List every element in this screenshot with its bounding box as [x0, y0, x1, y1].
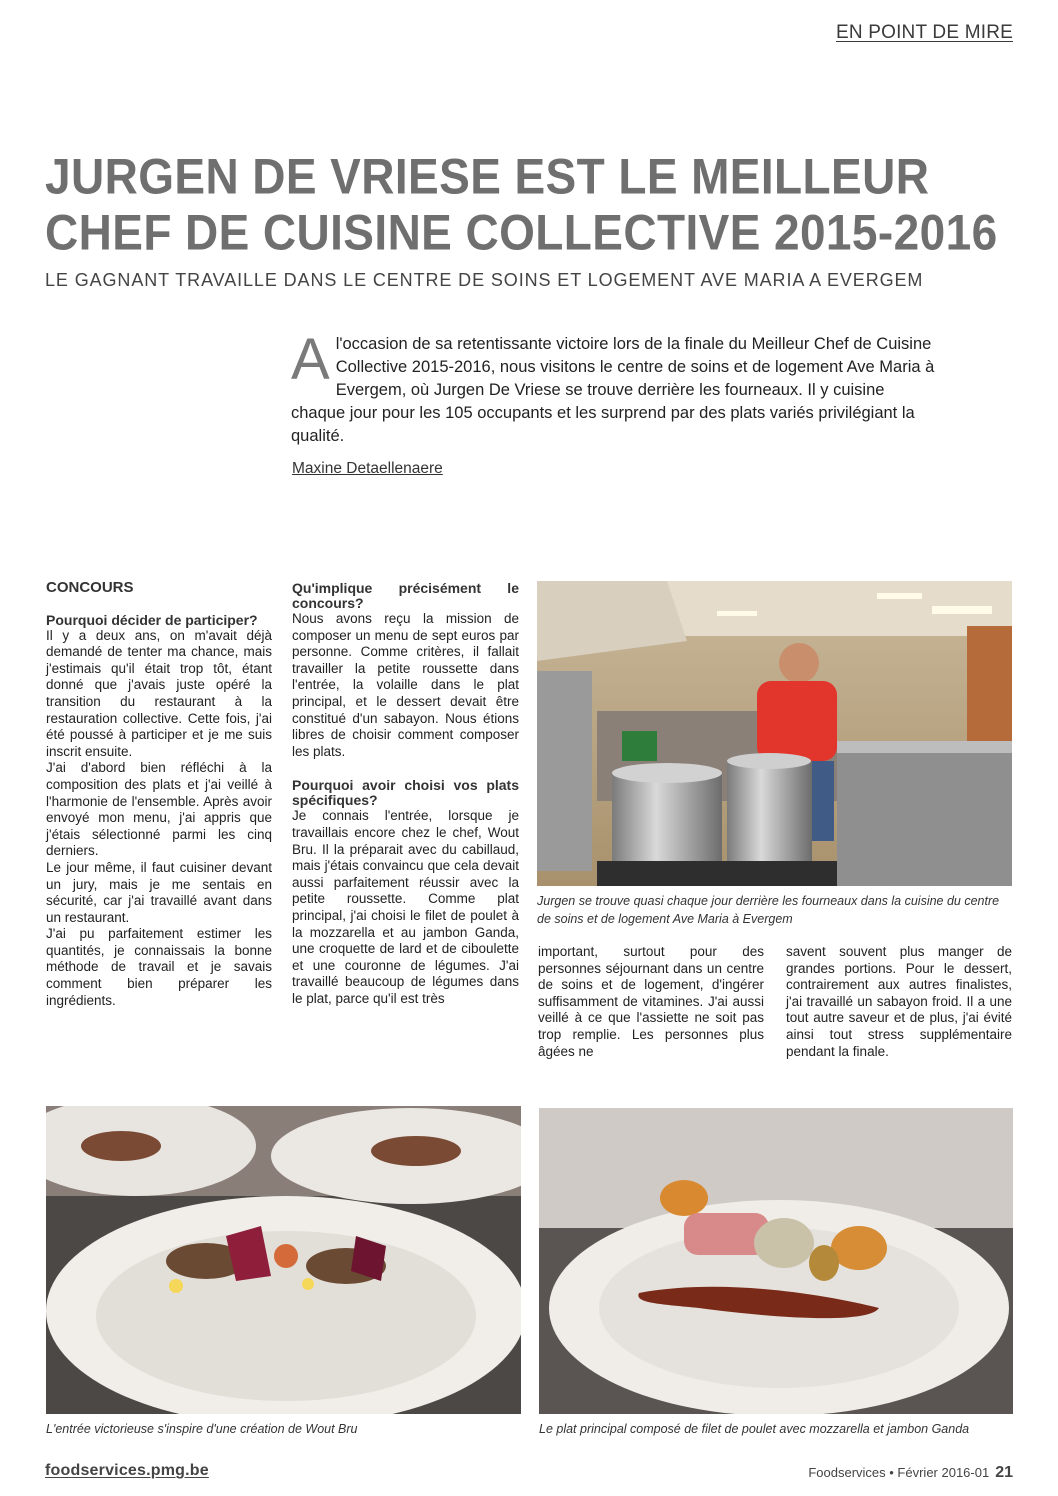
column-3	[538, 944, 764, 1060]
question-heading: Pourquoi décider de participer?	[46, 611, 258, 628]
main-dish-photo	[539, 1108, 1013, 1414]
paragraph: savent souvent plus manger de grandes portions. Pour le dessert, contrairement aux autres finalistes, j'ai travaillé un sabayon froid. Il a une tout autre saveur et de plus, j'ai évité ainsi tout stress supplémentaire pendant la finale.	[786, 944, 1012, 1059]
article-intro	[291, 327, 941, 448]
question-heading: Pourquoi avoir choisi vos plats spécifiques?	[292, 777, 519, 809]
paragraph: J'ai pu parfaitement estimer les quantités, je connaissais la bonne méthode de travail et je savais comment bien préparer les ingrédients.	[46, 926, 272, 1008]
paragraph: Le jour même, il faut cuisiner devant un jury, mais je me sentais en sécurité, car j'ai travaillé avant dans un restaurant.	[46, 859, 272, 925]
column-1	[46, 580, 272, 1009]
starter-dish-photo	[46, 1106, 521, 1414]
section-heading: CONCOURS	[46, 579, 134, 596]
starter-photo-caption: L'entrée victorieuse s'inspire d'une création de Wout Bru	[46, 1422, 358, 1436]
column-4	[786, 944, 1012, 1060]
page-number: 21	[995, 1464, 1013, 1481]
author-byline: Maxine Detaellenaere	[292, 460, 443, 477]
paragraph: J'ai d'abord bien réfléchi à la composition des plats et j'ai veillé à l'harmonie de l'ensemble. Après avoir envoyé mon menu, j'ai appris que j'étais sélectionné parmi les cinq derniers.	[46, 760, 272, 859]
article-title: JURGEN DE VRIESE EST LE MEILLEUR CHEF DE CUISINE COLLECTIVE 2015-2016	[45, 148, 998, 261]
paragraph: Je connais l'entrée, lorsque je travaillais encore chez le chef, Wout Bru. Il la préparait avec du cabillaud, mais j'étais convaincu que cela devait aussi parfaitement réussir avec la petite roussette. Comme plat principal, j'ai choisi le filet de poulet à la mozzarella et au jambon Ganda, une croquette de lard et de ciboulette et une couronne de légumes. J'ai travaillé beaucoup de légumes dans le plat, parce qu'il est très	[292, 808, 519, 1006]
paragraph: Il y a deux ans, on m'avait déjà demandé de tenter ma chance, mais j'estimais qu'il était trop tôt, étant donné que j'avais juste opéré la transition du restaurant à la restauration collective. Cette fois, j'ai été poussé à participer et je me suis inscrit ensuite.	[46, 627, 272, 759]
paragraph: important, surtout pour des personnes séjournant dans un centre de soins et de logement, d'ingérer suffisamment de vitamines. J'ai aussi veillé à ce que l'assiette ne soit pas trop remplie. Les personnes plus âgées ne	[538, 944, 764, 1059]
paragraph: Nous avons reçu la mission de composer un menu de sept euros par personne. Comme critères, il fallait travailler la petite roussette dans l'entrée, la volaille dans le plat principal, et le dessert devait être constitué d'un sabayon. Nous étions libres de choisir comment composer les plats.	[292, 611, 519, 759]
question-heading: Qu'implique précisément le concours?	[292, 580, 519, 611]
column-2	[292, 581, 519, 1007]
footer-website-link[interactable]: foodservices.pmg.be	[45, 1462, 209, 1479]
main-photo-caption: Le plat principal composé de filet de poulet avec mozzarella et jambon Ganda	[539, 1422, 970, 1436]
kitchen-photo-caption: Jurgen se trouve quasi chaque jour derrière les fourneaux dans la cuisine du centre de soins et de logement Ave Maria à Evergem	[537, 894, 1000, 926]
kitchen-photo	[537, 581, 1012, 886]
section-kicker: EN POINT DE MIRE	[835, 22, 1013, 43]
footer-issue	[808, 1464, 1013, 1482]
drop-cap: A	[291, 327, 330, 392]
article-subtitle: LE GAGNANT TRAVAILLE DANS LE CENTRE DE SOINS ET LOGEMENT AVE MARIA A EVERGEM	[45, 270, 924, 290]
intro-text: l'occasion de sa retentissante victoire lors de la finale du Meilleur Chef de Cuisine Collective 2015-2016, nous visitons le centre de soins et de logement Ave Maria à Evergem, où Jurgen De Vriese se trouve derrière les fourneaux. Il y cuisine chaque jour pour les 105 occupants et les surprend par des plats variés privilégiant la qualité.	[291, 335, 935, 445]
issue-label: Foodservices • Février 2016-01	[808, 1465, 990, 1480]
